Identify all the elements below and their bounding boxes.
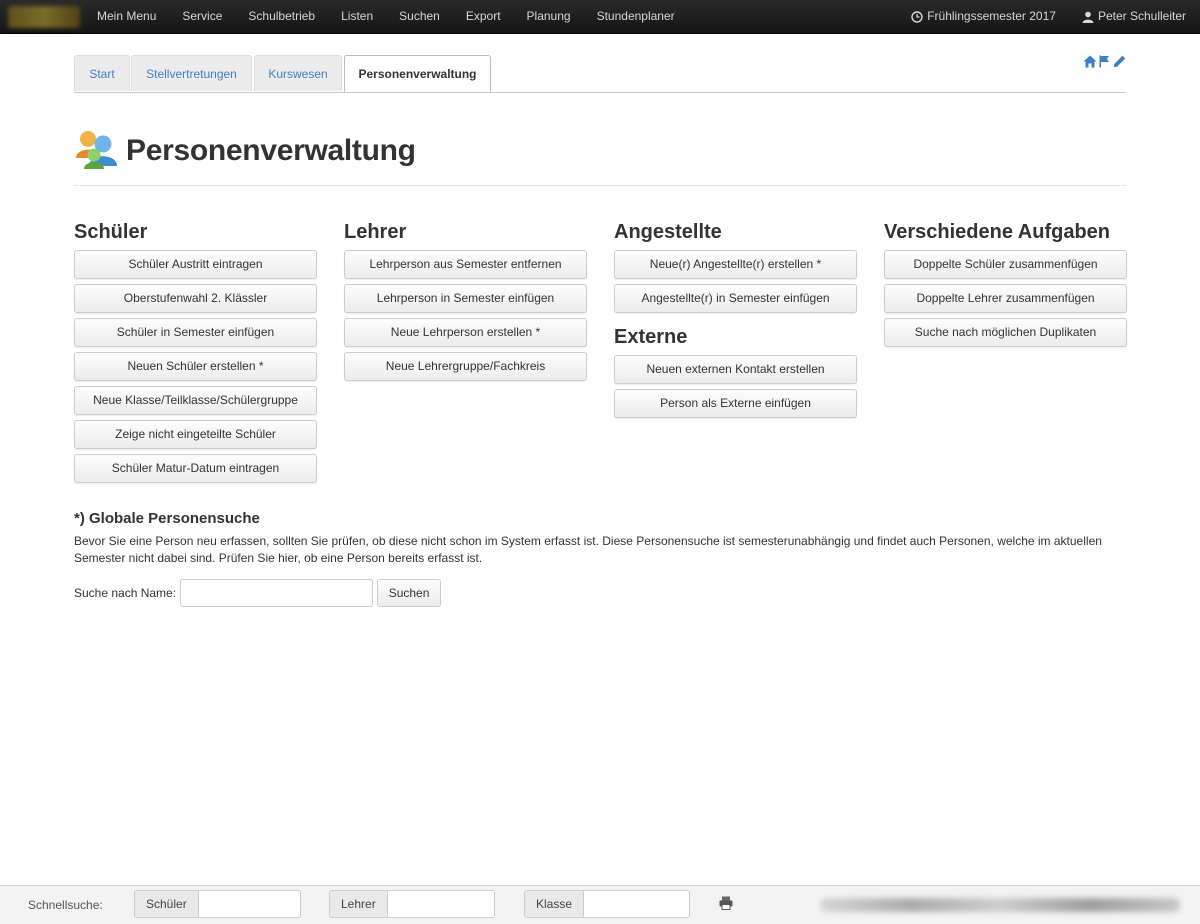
column-lehrer <box>344 220 587 386</box>
externer-kontakt-button[interactable]: Neuen externen Kontakt erstellen <box>614 355 857 384</box>
top-navbar <box>0 0 1200 34</box>
tab-kurswesen[interactable]: Kurswesen <box>254 55 342 91</box>
pencil-icon[interactable] <box>1113 55 1126 71</box>
printer-icon[interactable] <box>719 896 733 913</box>
menu-stundenplaner[interactable]: Stundenplaner <box>596 9 675 23</box>
quicksearch-addon: Klasse <box>524 890 583 918</box>
oberstufenwahl-button[interactable]: Oberstufenwahl 2. Klässler <box>74 284 317 313</box>
column-heading: Verschiedene Aufgaben <box>884 221 1110 243</box>
menu-mein-menu[interactable]: Mein Menu <box>97 9 157 23</box>
tab-bar <box>74 55 1126 93</box>
lehrperson-einfuegen-button[interactable]: Lehrperson in Semester einfügen <box>344 284 587 313</box>
quicksearch-bar <box>0 885 1200 924</box>
person-als-externe-button[interactable]: Person als Externe einfügen <box>614 389 857 418</box>
global-search-section <box>74 510 1126 607</box>
clock-icon <box>911 11 923 23</box>
column-heading: Schüler <box>74 221 148 243</box>
quicksearch-klasse-input[interactable] <box>583 890 690 918</box>
home-icon[interactable] <box>1083 55 1097 71</box>
quicksearch-schueler <box>134 890 301 918</box>
global-search-row <box>74 579 1126 607</box>
lehrperson-entfernen-button[interactable]: Lehrperson aus Semester entfernen <box>344 250 587 279</box>
quicksearch-label: Schnellsuche: <box>28 898 103 912</box>
global-search-heading: *) Globale Personensuche <box>74 510 260 527</box>
column-verschiedene-aufgaben <box>884 220 1127 352</box>
quicksearch-addon: Lehrer <box>329 890 387 918</box>
tab-personenverwaltung[interactable]: Personenverwaltung <box>344 55 491 92</box>
neue-klasse-button[interactable]: Neue Klasse/Teilklasse/Schülergruppe <box>74 386 317 415</box>
doppelte-lehrer-button[interactable]: Doppelte Lehrer zusammenfügen <box>884 284 1127 313</box>
column-heading: Angestellte <box>614 221 722 243</box>
quicksearch-lehrer-input[interactable] <box>387 890 495 918</box>
main-menu <box>84 0 688 33</box>
tab-start[interactable]: Start <box>74 55 130 91</box>
search-button[interactable]: Suchen <box>377 579 441 607</box>
footer-info-blurred <box>820 898 1180 912</box>
people-icon <box>74 128 118 173</box>
matur-datum-button[interactable]: Schüler Matur-Datum eintragen <box>74 454 317 483</box>
search-name-label: Suche nach Name: <box>74 586 177 600</box>
search-name-input[interactable] <box>180 579 373 607</box>
neue-lehrergruppe-button[interactable]: Neue Lehrergruppe/Fachkreis <box>344 352 587 381</box>
quicksearch-klasse <box>524 890 690 918</box>
doppelte-schueler-button[interactable]: Doppelte Schüler zusammenfügen <box>884 250 1127 279</box>
user-icon <box>1082 11 1094 23</box>
menu-planung[interactable]: Planung <box>526 9 571 23</box>
angestellte-einfuegen-button[interactable]: Angestellte(r) in Semester einfügen <box>614 284 857 313</box>
global-search-description: Bevor Sie eine Person neu erfassen, sollten Sie prüfen, ob diese nicht schon im System erfasst ist. Diese Personensuche ist semesterunabhängig und findet auch Personen, welche im aktuellen Semester nicht dabei sind. Prüfen Sie hier, ob eine Person bereits erfasst ist. <box>74 534 1102 565</box>
quicksearch-schueler-input[interactable] <box>198 890 301 918</box>
neue-angestellte-button[interactable]: Neue(r) Angestellte(r) erstellen * <box>614 250 857 279</box>
quicksearch-lehrer <box>329 890 495 918</box>
user-menu[interactable] <box>1082 0 1186 33</box>
user-name: Peter Schulleiter <box>1097 9 1186 23</box>
semester-label: Frühlingssemester 2017 <box>927 9 1056 23</box>
menu-listen[interactable]: Listen <box>341 9 374 23</box>
quicksearch-addon: Schüler <box>134 890 198 918</box>
app-logo[interactable] <box>8 6 80 28</box>
title-divider <box>74 185 1126 186</box>
top-icon-group <box>1083 55 1126 71</box>
duplikate-suche-button[interactable]: Suche nach möglichen Duplikaten <box>884 318 1127 347</box>
page-header <box>74 128 416 173</box>
menu-service[interactable]: Service <box>182 9 223 23</box>
page-title: Personenverwaltung <box>126 133 416 167</box>
externe-heading: Externe <box>614 326 688 348</box>
column-heading: Lehrer <box>344 221 407 243</box>
menu-schulbetrieb[interactable]: Schulbetrieb <box>248 9 316 23</box>
menu-suchen[interactable]: Suchen <box>399 9 440 23</box>
column-schueler <box>74 220 317 488</box>
menu-export[interactable]: Export <box>465 9 501 23</box>
tab-stellvertretungen[interactable]: Stellvertretungen <box>131 55 252 91</box>
neuer-schueler-button[interactable]: Neuen Schüler erstellen * <box>74 352 317 381</box>
semester-selector[interactable] <box>911 0 1056 33</box>
navbar-right <box>911 0 1186 33</box>
nicht-eingeteilte-schueler-button[interactable]: Zeige nicht eingeteilte Schüler <box>74 420 317 449</box>
neue-lehrperson-button[interactable]: Neue Lehrperson erstellen * <box>344 318 587 347</box>
schueler-in-semester-button[interactable]: Schüler in Semester einfügen <box>74 318 317 347</box>
column-angestellte <box>614 220 857 423</box>
schueler-austritt-button[interactable]: Schüler Austritt eintragen <box>74 250 317 279</box>
flag-icon[interactable] <box>1099 55 1111 71</box>
